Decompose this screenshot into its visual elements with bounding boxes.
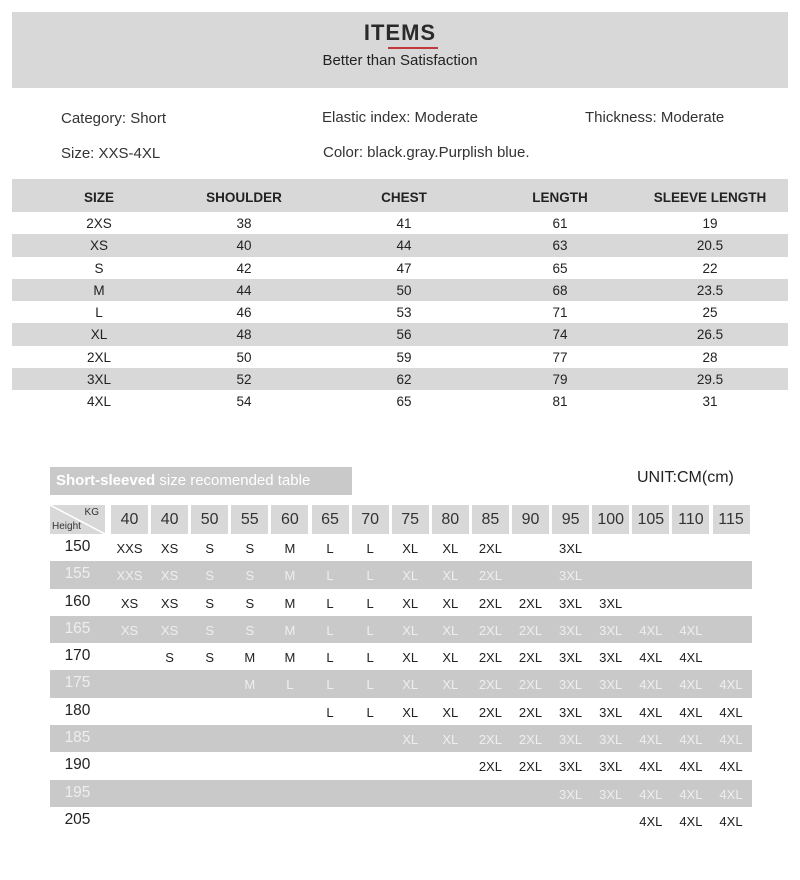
size-table-cell: S [94, 260, 104, 276]
height-cell: 190 [64, 756, 91, 774]
size-table-header [12, 179, 788, 212]
size-table-cell: 54 [236, 394, 252, 410]
recommended-size-cell: 3XL [559, 650, 583, 666]
recommended-size-cell: 2XL [478, 704, 502, 720]
recommend-banner-rest: size recomended table [155, 472, 311, 489]
recommend-table-header [50, 505, 752, 534]
recommended-size-cell: S [245, 595, 255, 611]
kg-header-cell: 90 [512, 505, 549, 534]
recommended-size-cell: 3XL [599, 732, 623, 748]
recommended-size-cell: 4XL [639, 677, 663, 693]
recommend-row [50, 561, 752, 588]
size-table-cell: 47 [396, 260, 412, 276]
recommended-size-cell: 2XL [518, 650, 543, 666]
recommended-size-cell: XL [402, 732, 419, 748]
recommended-size-cell: XXS [116, 568, 143, 584]
kg-header-cell: 115 [713, 505, 750, 534]
size-table-cell: 62 [396, 372, 412, 388]
recommended-size-cell: 4XL [679, 622, 703, 638]
size-table-cell: 23.5 [696, 282, 724, 298]
recommended-size-cell: XS [160, 595, 179, 611]
recommend-row [50, 780, 752, 807]
height-cell: 185 [64, 729, 91, 747]
size-table-cell: 22 [702, 260, 718, 276]
recommended-size-cell: 4XL [719, 813, 743, 829]
recommended-size-cell: 4XL [639, 813, 663, 829]
kg-header-cell: 50 [191, 505, 228, 534]
size-table-cell: 41 [396, 216, 412, 231]
size-table-cell: 79 [552, 372, 568, 388]
recommend-row [50, 807, 752, 834]
recommended-size-cell: L [366, 704, 374, 720]
size-table-cell: 2XS [86, 216, 112, 231]
size-table-cell: 26.5 [696, 327, 724, 343]
size-table-row [12, 301, 788, 323]
recommended-size-cell: L [326, 677, 334, 693]
recommended-size-cell: 3XL [559, 759, 583, 775]
recommended-size-cell: 3XL [599, 595, 623, 611]
recommend-banner-text [56, 472, 310, 489]
size-table-header-cell: LENGTH [532, 190, 588, 205]
recommended-size-cell: XL [442, 732, 459, 748]
height-cell: 175 [64, 674, 91, 692]
size-table-cell: 65 [396, 394, 412, 410]
recommended-size-cell: M [284, 568, 296, 584]
size-table-cell: 50 [396, 282, 412, 298]
recommend-row [50, 752, 752, 779]
recommend-row [50, 643, 752, 670]
recommended-size-cell: 4XL [639, 650, 663, 666]
recommended-size-cell: S [205, 595, 215, 611]
recommended-size-cell: XS [160, 568, 179, 584]
recommended-size-cell: L [366, 677, 374, 693]
recommended-size-cell: 4XL [639, 732, 663, 748]
size-table-cell: 38 [236, 216, 252, 231]
recommended-size-cell: 2XL [518, 622, 543, 638]
recommended-size-cell: S [205, 541, 215, 556]
recommended-size-cell: S [205, 622, 215, 638]
kg-axis-label: KG [84, 507, 99, 518]
size-table-cell: 81 [552, 394, 568, 410]
recommended-size-cell: XL [402, 541, 419, 556]
recommended-size-cell: L [366, 541, 374, 556]
size-table-row [12, 279, 788, 301]
height-cell: 170 [64, 647, 91, 665]
recommended-size-cell: 4XL [679, 759, 703, 775]
recommended-size-cell: L [326, 650, 334, 666]
recommended-size-cell: 2XL [478, 541, 502, 556]
kg-header-cell: 40 [111, 505, 148, 534]
recommend-row [50, 698, 752, 725]
recommended-size-cell: 4XL [719, 759, 743, 775]
recommended-size-cell: XL [402, 595, 419, 611]
size-table-row [12, 368, 788, 390]
recommended-size-cell: 3XL [599, 786, 623, 802]
recommended-size-cell: 3XL [599, 622, 623, 638]
recommended-size-cell: XL [442, 677, 459, 693]
size-table-cell: 46 [236, 305, 252, 321]
recommended-size-cell: 4XL [719, 704, 743, 720]
size-table-cell: 40 [236, 238, 252, 254]
size-table-cell: 61 [552, 216, 568, 231]
kg-header-cell: 100 [592, 505, 629, 534]
recommended-size-cell: 3XL [599, 650, 623, 666]
size-table-cell: 59 [396, 349, 412, 365]
recommended-size-cell: XL [442, 622, 459, 638]
recommended-size-cell: 4XL [679, 786, 703, 802]
height-cell: 165 [64, 619, 91, 637]
recommended-size-cell: XL [402, 650, 419, 666]
recommended-size-cell: 3XL [559, 677, 583, 693]
recommended-size-cell: S [165, 650, 174, 666]
recommended-size-cell: S [205, 650, 215, 666]
title-underline [388, 47, 438, 49]
recommended-size-cell: XL [402, 677, 419, 693]
recommended-size-cell: XXS [116, 541, 143, 556]
recommended-size-cell: S [245, 541, 255, 556]
recommended-size-cell: 2XL [478, 622, 502, 638]
size-table-row [12, 390, 788, 412]
recommended-size-cell: 4XL [679, 650, 703, 666]
header-corner-cell [50, 505, 105, 534]
recommended-size-cell: L [366, 622, 374, 638]
size-table-cell: 28 [702, 349, 718, 365]
kg-header-cell: 95 [552, 505, 589, 534]
recommended-size-cell: XL [442, 595, 459, 611]
unit-label: UNIT:CM(cm) [637, 469, 734, 486]
recommended-size-cell: 2XL [518, 732, 543, 748]
recommended-size-cell: M [284, 622, 296, 638]
recommended-size-cell: 4XL [719, 677, 743, 693]
size-table-cell: 29.5 [696, 372, 724, 388]
kg-header-cell: 75 [392, 505, 429, 534]
size-table-header-cell: SHOULDER [206, 190, 282, 205]
height-cell: 195 [64, 783, 91, 801]
size-table-row [12, 257, 788, 279]
size-table-cell: 56 [396, 327, 412, 343]
recommended-size-cell: XL [442, 704, 459, 720]
color-attribute: Color: black.gray.Purplish blue. [323, 144, 530, 161]
recommended-size-cell: 4XL [679, 813, 703, 829]
recommended-size-cell: 3XL [559, 704, 583, 720]
recommend-banner-bold: Short-sleeved [56, 472, 156, 489]
recommended-size-cell: 4XL [639, 759, 663, 775]
size-table-row [12, 323, 788, 345]
size-table-cell: M [93, 282, 105, 298]
recommended-size-cell: 4XL [679, 732, 703, 748]
recommend-size-table [50, 505, 752, 834]
size-table-cell: 71 [552, 305, 568, 321]
kg-header-cell: 55 [231, 505, 268, 534]
size-table-cell: 42 [236, 260, 252, 276]
recommended-size-cell: L [326, 541, 334, 556]
kg-header-cell: 80 [432, 505, 469, 534]
size-table-cell: 74 [552, 327, 568, 343]
size-table-row [12, 346, 788, 368]
recommended-size-cell: XL [402, 622, 419, 638]
recommended-size-cell: M [244, 677, 256, 693]
recommended-size-cell: L [326, 595, 334, 611]
thickness-attribute: Thickness: Moderate [585, 109, 725, 126]
recommended-size-cell: L [366, 650, 374, 666]
size-table-cell: 48 [236, 327, 252, 343]
kg-header-cell: 40 [151, 505, 188, 534]
recommended-size-cell: 2XL [518, 677, 543, 693]
recommended-size-cell: 3XL [559, 595, 583, 611]
size-table-cell: XS [89, 238, 109, 254]
size-table-cell: 31 [702, 394, 718, 410]
kg-header-cell: 110 [672, 505, 709, 534]
recommended-size-cell: L [286, 677, 294, 693]
size-table-cell: 25 [702, 305, 718, 321]
header-banner [12, 12, 788, 88]
recommended-size-cell: 2XL [478, 759, 502, 775]
size-table-cell: XL [90, 327, 108, 343]
size-table-cell: 20.5 [696, 238, 724, 254]
recommended-size-cell: XL [442, 568, 459, 584]
recommended-size-cell: XS [160, 622, 179, 638]
recommended-size-cell: M [244, 650, 256, 666]
recommended-size-cell: XS [160, 541, 179, 556]
recommended-size-cell: XS [120, 595, 139, 611]
recommended-size-cell: L [366, 595, 374, 611]
recommended-size-cell: XL [402, 704, 419, 720]
size-table-cell: 44 [396, 238, 412, 254]
recommended-size-cell: 3XL [599, 704, 623, 720]
kg-header-cell: 105 [632, 505, 669, 534]
recommended-size-cell: M [284, 541, 296, 556]
recommend-row [50, 589, 752, 616]
size-table-cell: 19 [702, 216, 718, 231]
page-subtitle: Better than Satisfaction [322, 52, 478, 69]
recommended-size-cell: S [205, 568, 215, 584]
recommended-size-cell: 2XL [478, 595, 502, 611]
recommended-size-cell: M [284, 650, 296, 666]
size-measurement-table [12, 179, 788, 413]
kg-header-cell: 70 [352, 505, 389, 534]
recommended-size-cell: 2XL [478, 650, 502, 666]
size-table-cell: 53 [396, 305, 412, 321]
recommend-row [50, 670, 752, 697]
size-table-cell: 68 [552, 282, 568, 298]
recommended-size-cell: 4XL [679, 677, 703, 693]
recommended-size-cell: L [326, 622, 334, 638]
size-table-cell: 2XL [86, 349, 112, 365]
recommended-size-cell: L [366, 568, 374, 584]
size-table-cell: L [95, 305, 103, 321]
recommend-row [50, 616, 752, 643]
height-cell: 150 [64, 538, 91, 555]
recommended-size-cell: XL [442, 541, 459, 556]
size-table-cell: 4XL [86, 394, 112, 410]
size-table-row [12, 212, 788, 234]
recommended-size-cell: 2XL [518, 595, 543, 611]
size-table-cell: 65 [552, 260, 568, 276]
recommended-size-cell: 4XL [639, 786, 663, 802]
recommended-size-cell: 4XL [639, 704, 663, 720]
size-table-cell: 44 [236, 282, 252, 298]
size-table-row [12, 234, 788, 256]
recommended-size-cell: 3XL [559, 568, 583, 584]
kg-header-cell: 65 [312, 505, 349, 534]
size-table-header-cell: SIZE [83, 190, 115, 205]
recommended-size-cell: L [326, 568, 334, 584]
height-axis-label: Height [52, 521, 81, 532]
recommended-size-cell: 2XL [518, 759, 543, 775]
recommended-size-cell: L [326, 704, 334, 720]
size-table-cell: 52 [236, 372, 252, 388]
recommended-size-cell: XL [442, 650, 459, 666]
recommend-banner [50, 467, 352, 495]
size-table-cell: 50 [236, 349, 252, 365]
size-table-header-cell: SLEEVE LENGTH [653, 190, 767, 205]
recommended-size-cell: 3XL [559, 622, 583, 638]
recommended-size-cell: 3XL [559, 541, 583, 556]
recommended-size-cell: S [245, 622, 255, 638]
recommended-size-cell: 4XL [719, 732, 743, 748]
recommended-size-cell: 2XL [478, 732, 502, 748]
recommended-size-cell: 3XL [559, 786, 583, 802]
elastic-attribute: Elastic index: Moderate [322, 109, 478, 126]
size-attribute: Size: XXS-4XL [61, 145, 161, 162]
recommended-size-cell: 3XL [559, 732, 583, 748]
recommend-row [50, 725, 752, 752]
recommended-size-cell: XS [120, 622, 139, 638]
recommended-size-cell: 4XL [679, 704, 703, 720]
size-table-cell: 3XL [86, 372, 112, 388]
recommended-size-cell: 4XL [719, 786, 743, 802]
recommended-size-cell: 3XL [599, 759, 623, 775]
recommended-size-cell: 2XL [518, 704, 543, 720]
recommended-size-cell: 3XL [599, 677, 623, 693]
height-cell: 155 [64, 565, 91, 583]
recommended-size-cell: 2XL [478, 677, 502, 693]
recommended-size-cell: M [284, 595, 296, 611]
kg-header-cell: 85 [472, 505, 509, 534]
recommended-size-cell: 4XL [639, 622, 663, 638]
size-table-cell: 77 [552, 349, 568, 365]
recommended-size-cell: XL [402, 568, 419, 584]
height-cell: 160 [64, 592, 91, 610]
recommended-size-cell: S [245, 568, 255, 584]
height-cell: 180 [64, 701, 91, 719]
recommended-size-cell: 2XL [478, 568, 502, 584]
height-cell: 205 [64, 810, 91, 828]
size-table-cell: 63 [552, 238, 568, 254]
page-title: ITEMS [363, 20, 437, 45]
category-attribute: Category: Short [61, 110, 167, 127]
size-table-header-cell: CHEST [381, 190, 427, 205]
recommend-row [50, 534, 752, 561]
kg-header-cell: 60 [271, 505, 308, 534]
